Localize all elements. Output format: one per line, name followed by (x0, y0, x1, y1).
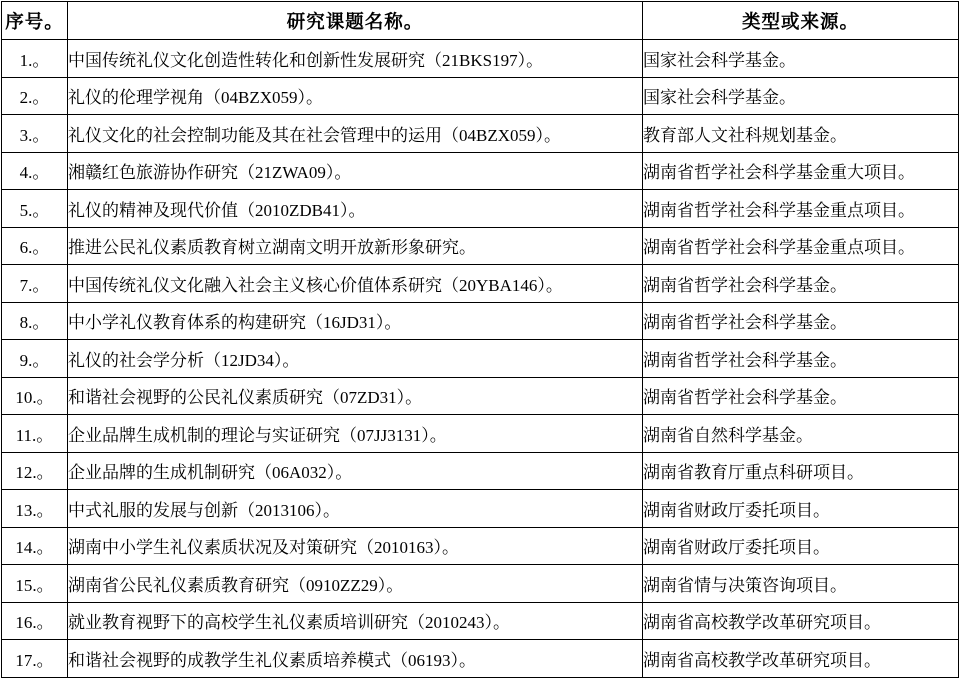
row-title: 中小学礼仪教育体系的构建研究（16JD31）。 (68, 302, 643, 340)
row-index: 3.。 (2, 115, 68, 153)
row-title: 礼仪的精神及现代价值（2010ZDB41）。 (68, 190, 643, 228)
table-row (2, 115, 959, 153)
column-header-index: 序号。 (2, 2, 68, 40)
row-title: 推进公民礼仪素质教育树立湖南文明开放新形象研究。 (68, 227, 643, 265)
row-index: 1.。 (2, 40, 68, 78)
row-index: 14.。 (2, 527, 68, 565)
row-title: 礼仪的社会学分析（12JD34）。 (68, 340, 643, 378)
row-index: 8.。 (2, 302, 68, 340)
row-title: 湘赣红色旅游协作研究（21ZWA09）。 (68, 152, 643, 190)
row-source: 湖南省哲学社会科学基金。 (643, 340, 959, 378)
row-title: 礼仪的伦理学视角（04BZX059）。 (68, 77, 643, 115)
row-index: 6.。 (2, 227, 68, 265)
row-title: 湖南省公民礼仪素质教育研究（0910ZZ29）。 (68, 565, 643, 603)
row-title: 企业品牌的生成机制研究（06A032）。 (68, 452, 643, 490)
row-index: 4.。 (2, 152, 68, 190)
table-row (2, 340, 959, 378)
row-source: 湖南省哲学社会科学基金。 (643, 302, 959, 340)
row-index: 11.。 (2, 415, 68, 453)
row-index: 16.。 (2, 602, 68, 640)
row-source: 教育部人文社科规划基金。 (643, 115, 959, 153)
row-source: 国家社会科学基金。 (643, 77, 959, 115)
row-title: 湖南中小学生礼仪素质状况及对策研究（2010163）。 (68, 527, 643, 565)
table-row (2, 265, 959, 303)
row-source: 湖南省财政厅委托项目。 (643, 527, 959, 565)
row-index: 9.。 (2, 340, 68, 378)
table-row (2, 415, 959, 453)
row-title: 就业教育视野下的高校学生礼仪素质培训研究（2010243）。 (68, 602, 643, 640)
table-row (2, 152, 959, 190)
row-title: 礼仪文化的社会控制功能及其在社会管理中的运用（04BZX059）。 (68, 115, 643, 153)
row-title: 企业品牌生成机制的理论与实证研究（07JJ3131）。 (68, 415, 643, 453)
row-index: 2.。 (2, 77, 68, 115)
table-row (2, 227, 959, 265)
document-page (0, 1, 959, 670)
row-title: 中国传统礼仪文化创造性转化和创新性发展研究（21BKS197）。 (68, 40, 643, 78)
table-row (2, 190, 959, 228)
row-index: 5.。 (2, 190, 68, 228)
column-header-title: 研究课题名称。 (68, 2, 643, 40)
table-row (2, 40, 959, 78)
row-title: 和谐社会视野的成教学生礼仪素质培养模式（06193）。 (68, 640, 643, 678)
table-row (2, 640, 959, 678)
row-source: 湖南省教育厅重点科研项目。 (643, 452, 959, 490)
row-index: 10.。 (2, 377, 68, 415)
row-source: 湖南省高校教学改革研究项目。 (643, 640, 959, 678)
row-source: 湖南省哲学社会科学基金重点项目。 (643, 190, 959, 228)
row-source: 湖南省自然科学基金。 (643, 415, 959, 453)
table-header-row (2, 2, 959, 40)
row-source: 湖南省哲学社会科学基金。 (643, 377, 959, 415)
row-source: 湖南省哲学社会科学基金重点项目。 (643, 227, 959, 265)
column-header-source: 类型或来源。 (643, 2, 959, 40)
row-index: 13.。 (2, 490, 68, 528)
table-body (2, 40, 959, 678)
row-index: 17.。 (2, 640, 68, 678)
table-header (2, 2, 959, 40)
row-title: 和谐社会视野的公民礼仪素质研究（07ZD31）。 (68, 377, 643, 415)
row-source: 湖南省哲学社会科学基金重大项目。 (643, 152, 959, 190)
row-index: 15.。 (2, 565, 68, 603)
table-row (2, 565, 959, 603)
row-title: 中国传统礼仪文化融入社会主义核心价值体系研究（20YBA146）。 (68, 265, 643, 303)
row-source: 湖南省情与决策咨询项目。 (643, 565, 959, 603)
row-index: 12.。 (2, 452, 68, 490)
row-source: 国家社会科学基金。 (643, 40, 959, 78)
table-row (2, 452, 959, 490)
table-row (2, 602, 959, 640)
row-source: 湖南省哲学社会科学基金。 (643, 265, 959, 303)
table-row (2, 527, 959, 565)
row-title: 中式礼服的发展与创新（2013106）。 (68, 490, 643, 528)
table-row (2, 302, 959, 340)
row-source: 湖南省财政厅委托项目。 (643, 490, 959, 528)
table-row (2, 490, 959, 528)
table-row (2, 77, 959, 115)
research-projects-table (1, 1, 959, 678)
row-source: 湖南省高校教学改革研究项目。 (643, 602, 959, 640)
row-index: 7.。 (2, 265, 68, 303)
table-row (2, 377, 959, 415)
